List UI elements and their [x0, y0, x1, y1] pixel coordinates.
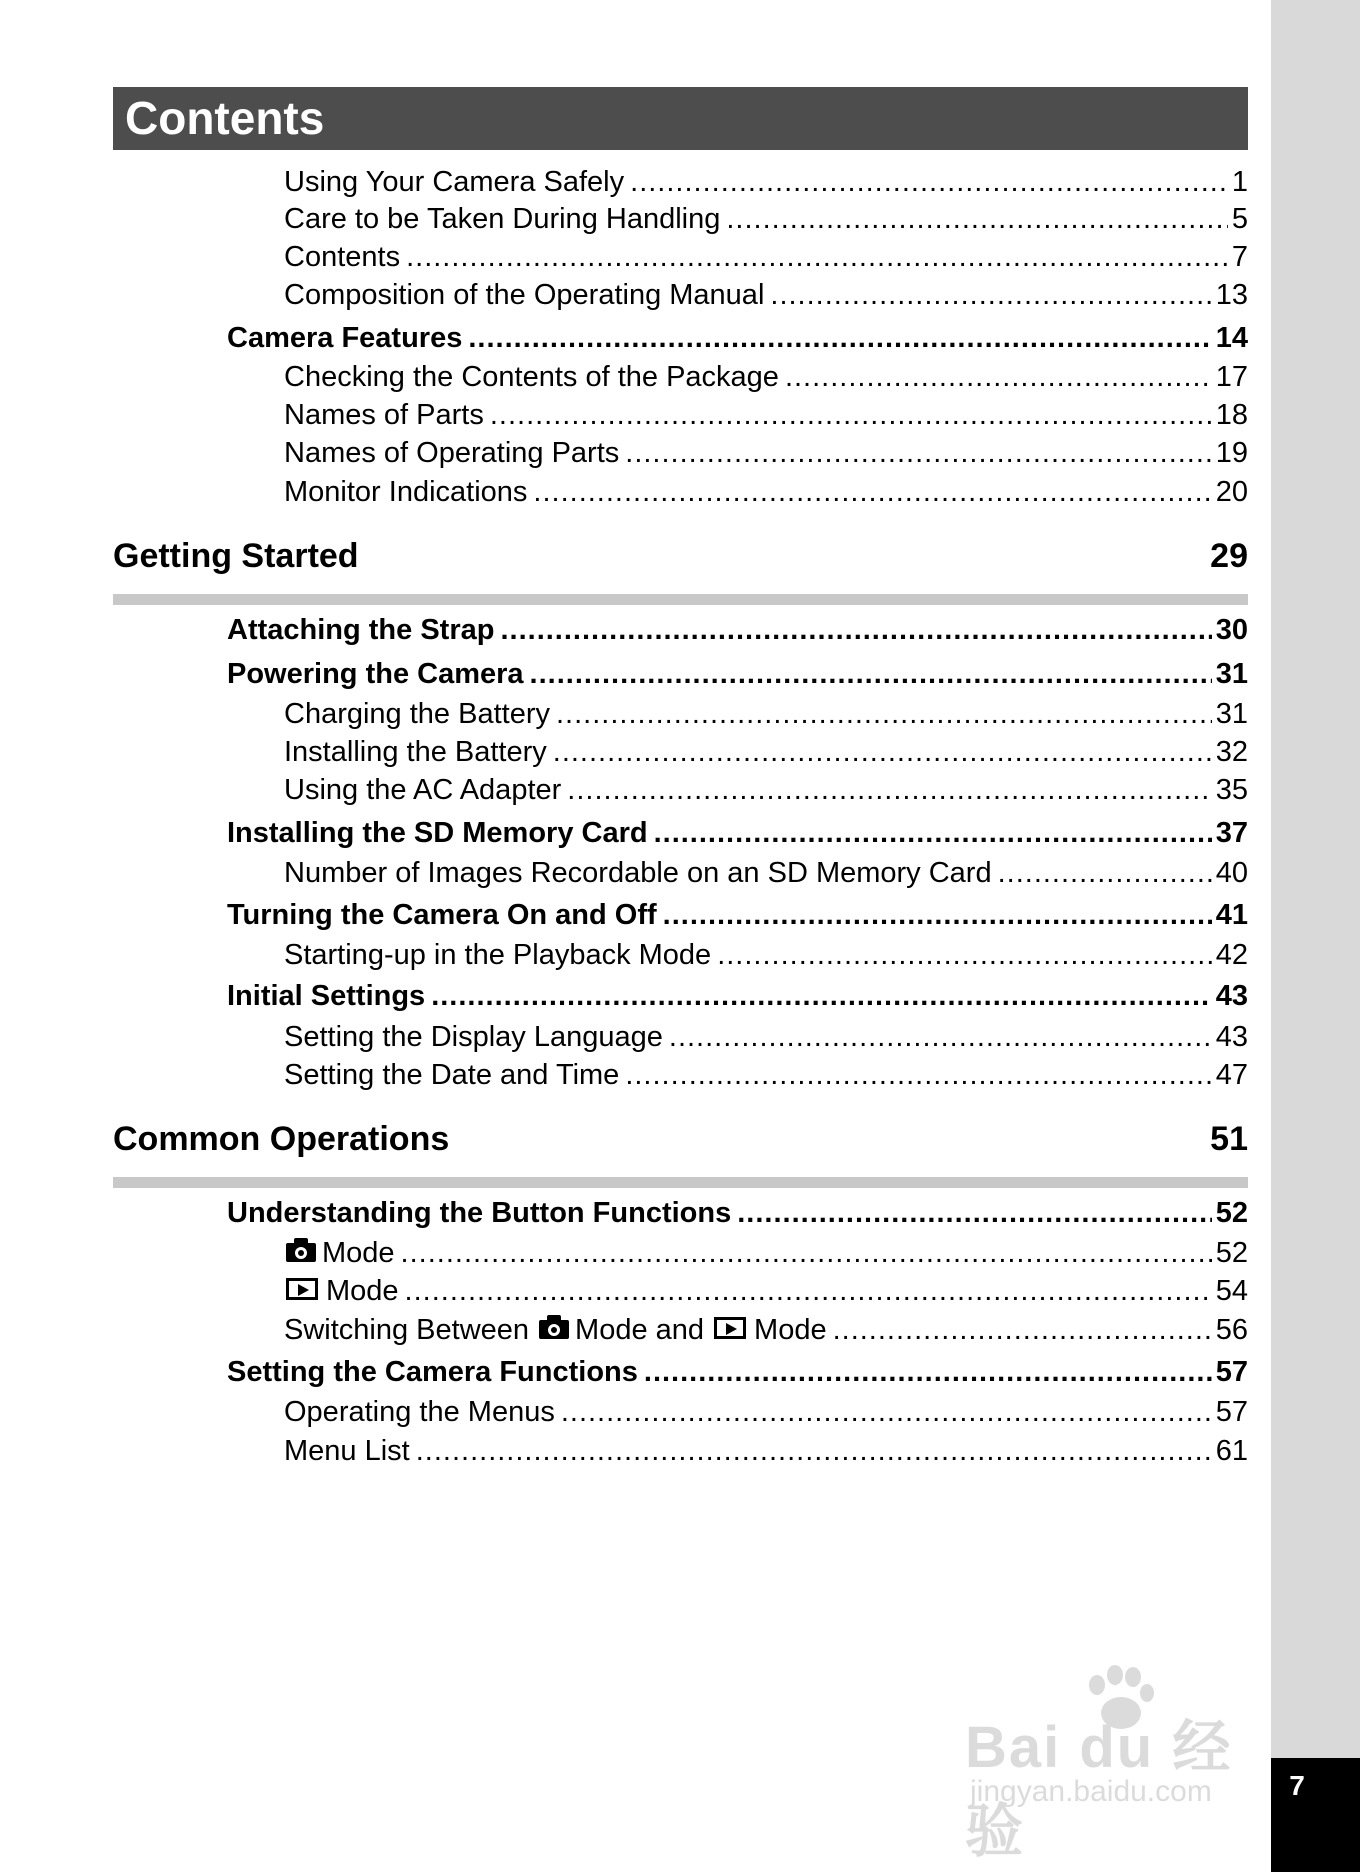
toc-section-page: 41 — [1215, 899, 1248, 931]
toc-section[interactable] — [227, 322, 1248, 355]
toc-entry-page: 54 — [1215, 1275, 1248, 1307]
toc-entry[interactable] — [284, 476, 1248, 509]
toc-entry-label: Contents — [284, 241, 401, 273]
toc-section-label: Installing the SD Memory Card — [227, 817, 648, 849]
toc-entry-label-mid: Mode and — [575, 1314, 705, 1346]
toc-section-label: Attaching the Strap — [227, 614, 495, 646]
toc-entry-page: 43 — [1215, 1021, 1248, 1053]
toc-entry-label: Number of Images Recordable on an SD Memory Card — [284, 857, 992, 889]
toc-entry[interactable] — [284, 361, 1248, 394]
toc-entry-page: 56 — [1215, 1314, 1248, 1346]
toc-entry[interactable] — [284, 857, 1248, 890]
toc-entry-label: Monitor Indications — [284, 476, 528, 508]
toc-entry-page: 1 — [1231, 166, 1248, 198]
playback-icon — [286, 1278, 318, 1300]
toc-entry-label: Menu List — [284, 1435, 410, 1467]
toc-entry[interactable] — [284, 279, 1248, 312]
toc-entry-label: Composition of the Operating Manual — [284, 279, 765, 311]
toc-section-page: 52 — [1215, 1197, 1248, 1229]
toc-entry-page: 40 — [1215, 857, 1248, 889]
toc-section-label: Initial Settings — [227, 980, 426, 1012]
toc-entry[interactable] — [284, 1396, 1248, 1429]
toc-entry-page: 31 — [1215, 698, 1248, 730]
toc-entry[interactable] — [284, 736, 1248, 769]
baidu-watermark — [965, 1665, 1275, 1864]
toc-entry[interactable] — [284, 166, 1248, 199]
toc-section-label: Understanding the Button Functions — [227, 1197, 732, 1229]
toc-section-label: Powering the Camera — [227, 658, 524, 690]
toc-entry-label: Charging the Battery — [284, 698, 550, 730]
page-number: 7 — [1289, 1770, 1305, 1801]
toc-entry-label: Names of Operating Parts — [284, 437, 620, 469]
toc-entry[interactable] — [284, 399, 1248, 432]
toc-entry[interactable] — [284, 437, 1248, 470]
toc-entry-page: 5 — [1231, 203, 1248, 235]
toc-section-page: 14 — [1215, 322, 1248, 354]
toc-entry-page: 13 — [1215, 279, 1248, 311]
toc-entry-page: 47 — [1215, 1059, 1248, 1091]
toc-section[interactable] — [227, 899, 1248, 932]
toc-entry[interactable] — [284, 1314, 1248, 1347]
toc-entry-label: Starting-up in the Playback Mode — [284, 939, 712, 971]
chapter-title: Common Operations — [113, 1120, 450, 1158]
toc-section[interactable] — [227, 980, 1248, 1013]
toc-section[interactable] — [227, 817, 1248, 850]
toc-entry-page: 52 — [1215, 1237, 1248, 1269]
toc-entry-label: Installing the Battery — [284, 736, 547, 768]
title-bar — [113, 87, 1248, 150]
toc-section-label: Camera Features — [227, 322, 463, 354]
toc-entry-label: Care to be Taken During Handling — [284, 203, 721, 235]
toc-section-page: 57 — [1215, 1356, 1248, 1388]
toc-entry-label: Setting the Date and Time — [284, 1059, 620, 1091]
toc-section-page: 43 — [1215, 980, 1248, 1012]
toc-entry-label-suffix: Mode — [754, 1314, 827, 1346]
toc-entry-page: 7 — [1231, 241, 1248, 273]
toc-entry[interactable] — [284, 774, 1248, 807]
watermark-url: jingyan.baidu.com — [970, 1775, 1212, 1808]
camera-icon — [286, 1238, 316, 1262]
toc-entry[interactable] — [284, 241, 1248, 274]
toc-entry[interactable] — [284, 698, 1248, 731]
toc-entry-page: 32 — [1215, 736, 1248, 768]
chapter-page: 51 — [1210, 1120, 1248, 1158]
toc-section-label: Turning the Camera On and Off — [227, 899, 657, 931]
toc-entry-page: 61 — [1215, 1435, 1248, 1467]
toc-section-label: Setting the Camera Functions — [227, 1356, 638, 1388]
toc-section[interactable] — [227, 1356, 1248, 1389]
toc-entry-label: Using Your Camera Safely — [284, 166, 625, 198]
toc-entry[interactable] — [284, 1275, 1248, 1308]
toc-entry-label: Mode — [322, 1237, 395, 1269]
toc-entry-page: 20 — [1215, 476, 1248, 508]
toc-entry[interactable] — [284, 1059, 1248, 1092]
toc-entry-page: 17 — [1215, 361, 1248, 393]
toc-entry-label: Mode — [326, 1275, 399, 1307]
toc-entry-label: Using the AC Adapter — [284, 774, 562, 806]
toc-entry-page: 18 — [1215, 399, 1248, 431]
chapter-page: 29 — [1210, 537, 1248, 575]
page-title: Contents — [125, 92, 325, 144]
toc-entry-label: Checking the Contents of the Package — [284, 361, 779, 393]
toc-entry[interactable] — [284, 1237, 1248, 1270]
toc-entry[interactable] — [284, 939, 1248, 972]
chapter-heading[interactable] — [113, 537, 1248, 576]
toc-section[interactable] — [227, 1197, 1248, 1230]
toc-section[interactable] — [227, 658, 1248, 691]
toc-entry-label: Names of Parts — [284, 399, 484, 431]
toc-entry-page: 19 — [1215, 437, 1248, 469]
toc-entry-page: 57 — [1215, 1396, 1248, 1428]
watermark-logo: Bai du 经验 — [965, 1715, 1233, 1864]
camera-icon — [539, 1315, 569, 1339]
chapter-divider — [113, 594, 1248, 605]
toc-entry[interactable] — [284, 1435, 1248, 1468]
toc-section-page: 37 — [1215, 817, 1248, 849]
toc-entry-page: 35 — [1215, 774, 1248, 806]
chapter-title: Getting Started — [113, 537, 359, 575]
toc-entry[interactable] — [284, 1021, 1248, 1054]
toc-entry-label: Setting the Display Language — [284, 1021, 663, 1053]
toc-entry-label: Operating the Menus — [284, 1396, 555, 1428]
chapter-heading[interactable] — [113, 1120, 1248, 1159]
toc-entry-label-prefix: Switching Between — [284, 1314, 530, 1346]
toc-entry-page: 42 — [1215, 939, 1248, 971]
toc-entry[interactable] — [284, 203, 1248, 236]
playback-icon — [714, 1317, 746, 1339]
toc-section-page: 30 — [1215, 614, 1248, 646]
chapter-divider — [113, 1177, 1248, 1188]
toc-section[interactable] — [227, 614, 1248, 647]
side-strip — [1271, 0, 1360, 1872]
toc-section-page: 31 — [1215, 658, 1248, 690]
